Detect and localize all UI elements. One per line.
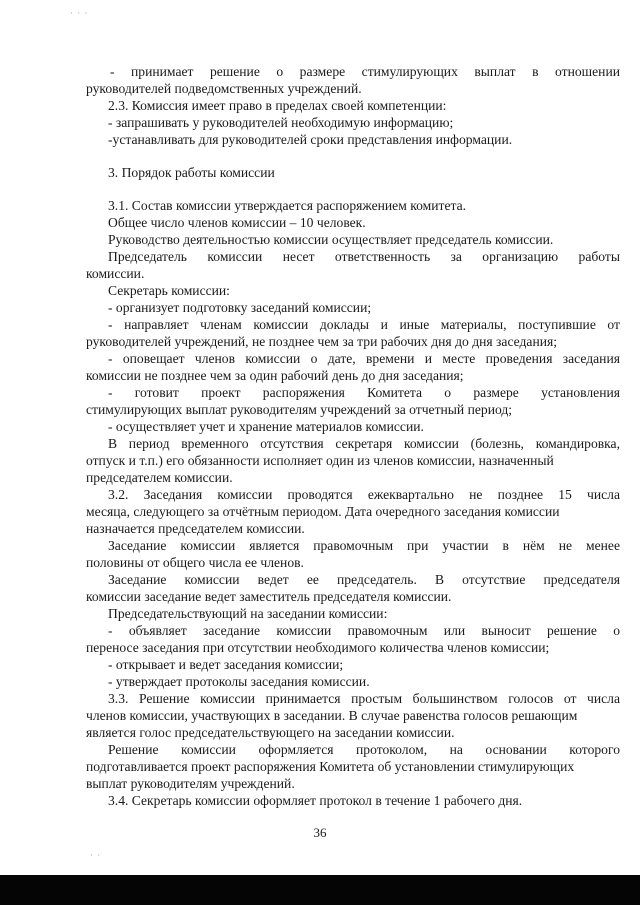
text-line: - организует подготовку заседаний комиссии; (108, 300, 372, 315)
text-line: руководителей учреждений, не позднее чем за три рабочих дня до дня заседания; (86, 334, 558, 349)
text-line: назначается председателем комиссии. (86, 521, 305, 536)
text-line: комиссии не позднее чем за один рабочий день до дня заседания; (86, 368, 464, 383)
text-line: 3.2. Заседания комиссии проводятся ежеквартально не позднее 15 числа (108, 487, 620, 502)
text-line: Заседание комиссии является правомочным при участии в нём не менее (108, 538, 620, 553)
text-line: отпуск и т.п.) его обязанности исполняет один из членов комиссии, назначенный (86, 453, 554, 468)
text-line: - запрашивать у руководителей необходимую информацию; (108, 115, 454, 130)
text-line: - принимает решение о размере стимулирующих выплат в отношении (110, 64, 620, 79)
page-number: 36 (313, 825, 327, 840)
text-line: Общее число членов комиссии – 10 человек. (108, 215, 366, 230)
text-line: - осуществляет учет и хранение материалов комиссии. (108, 419, 424, 434)
text-line: Председатель комиссии несет ответственность за организацию работы (108, 249, 620, 264)
text-line: - готовит проект распоряжения Комитета о размере установления (108, 385, 620, 400)
text-line: Заседание комиссии ведет ее председатель. В отсутствие председателя (108, 572, 620, 587)
text-line: - оповещает членов комиссии о дате, времени и месте проведения заседания (108, 351, 620, 366)
text-line: Руководство деятельностью комиссии осуществляет председатель комиссии. (108, 232, 554, 247)
text-line: - утверждает протоколы заседания комиссии. (108, 674, 370, 689)
text-line: комиссии. (86, 266, 145, 281)
text-line: Председательствующий на заседании комиссии: (108, 606, 388, 621)
text-line: 2.3. Комиссия имеет право в пределах своей компетенции: (108, 98, 447, 113)
text-line: 3.4. Секретарь комиссии оформляет протокол в течение 1 рабочего дня. (108, 793, 523, 808)
scan-bottom-edge (0, 875, 640, 905)
text-line: - направляет членам комиссии доклады и иные материалы, поступившие от (108, 317, 620, 332)
text-line: половины от общего числа ее членов. (86, 555, 304, 570)
text-line: руководителей подведомственных учреждений. (86, 81, 362, 96)
text-line: переносе заседания при отсутствии необходимого количества членов комиссии; (86, 640, 550, 655)
text-line: Секретарь комиссии: (108, 283, 230, 298)
text-line: 3.1. Состав комиссии утверждается распоряжением комитета. (108, 198, 467, 213)
text-line: подготавливается проект распоряжения Комитета об установлении стимулирующих (86, 759, 575, 774)
scan-speck: · · · (70, 8, 89, 18)
text-line: - объявляет заседание комиссии правомочным или выносит решение о (108, 623, 620, 638)
scan-speck: · · (90, 850, 102, 860)
text-line: комиссии заседание ведет заместитель председателя комиссии. (86, 589, 452, 604)
text-line: В период временного отсутствия секретаря комиссии (болезнь, командировка, (108, 436, 620, 451)
text-line: председателем комиссии. (86, 470, 233, 485)
section-heading: 3. Порядок работы комиссии (108, 165, 275, 180)
text-line: выплат руководителям учреждений. (86, 776, 295, 791)
text-line: -устанавливать для руководителей сроки представления информации. (108, 132, 513, 147)
text-line: месяца, следующего за отчётным периодом. Дата очередного заседания комиссии (86, 504, 560, 519)
text-line: является голос председательствующего на заседании комиссии. (86, 725, 455, 740)
text-line: стимулирующих выплат руководителям учреждений за отчетный период; (86, 402, 513, 417)
text-line: 3.3. Решение комиссии принимается простым большинством голосов от числа (108, 691, 620, 706)
text-line: Решение комиссии оформляется протоколом, на основании которого (108, 742, 620, 757)
text-line: - открывает и ведет заседания комиссии; (108, 657, 344, 672)
text-line: членов комиссии, участвующих в заседании. В случае равенства голосов решающим (86, 708, 578, 723)
